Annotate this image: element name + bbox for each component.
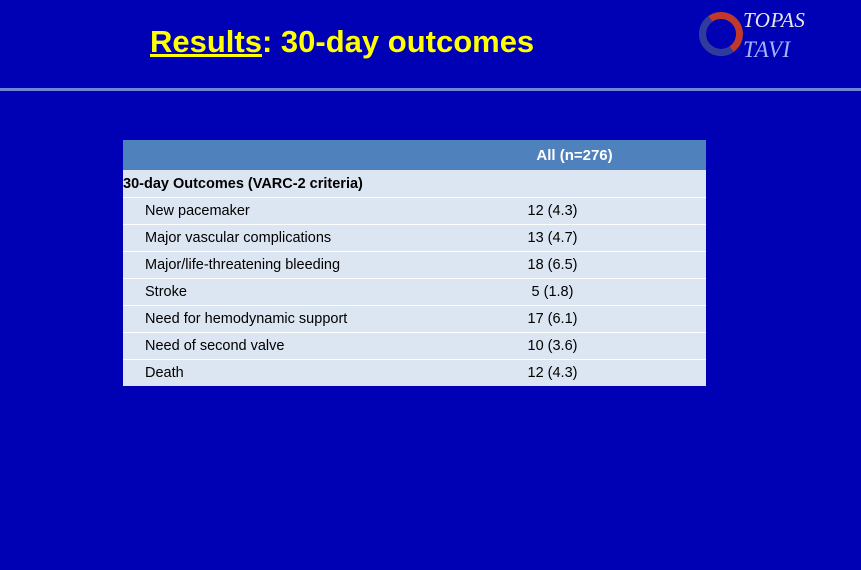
- column-header-blank: [123, 140, 443, 170]
- page-title-rest: : 30-day outcomes: [261, 24, 535, 59]
- row-value: 12 (4.3): [443, 198, 706, 225]
- row-label: Major vascular complications: [123, 225, 443, 252]
- section-header-label: 30-day Outcomes (VARC-2 criteria): [123, 170, 706, 198]
- row-label: Need for hemodynamic support: [123, 306, 443, 333]
- row-value: 17 (6.1): [443, 306, 706, 333]
- results-table: [123, 140, 706, 386]
- ring-icon: [699, 12, 743, 56]
- row-value: 12 (4.3): [443, 360, 706, 387]
- table-row: [123, 360, 706, 387]
- row-value: 5 (1.8): [443, 279, 706, 306]
- row-label: Need of second valve: [123, 333, 443, 360]
- table-row: [123, 252, 706, 279]
- results-table-container: [123, 140, 706, 386]
- row-label: Stroke: [123, 279, 443, 306]
- logo-topas-text: TOPAS: [743, 8, 806, 32]
- row-value: 10 (3.6): [443, 333, 706, 360]
- title-divider: [0, 88, 861, 91]
- row-value: 13 (4.7): [443, 225, 706, 252]
- table-section-row: [123, 170, 706, 198]
- row-value: 18 (6.5): [443, 252, 706, 279]
- table-row: [123, 279, 706, 306]
- row-label: New pacemaker: [123, 198, 443, 225]
- row-label: Death: [123, 360, 443, 387]
- title-bar: [0, 0, 861, 88]
- column-header-all: All (n=276): [443, 140, 706, 170]
- table-row: [123, 333, 706, 360]
- table-row: [123, 198, 706, 225]
- row-label: Major/life-threatening bleeding: [123, 252, 443, 279]
- table-header-row: [123, 140, 706, 170]
- page-title-prefix: Results: [150, 24, 262, 59]
- table-row: [123, 225, 706, 252]
- logo-tavi-text: TAVI: [743, 37, 791, 62]
- table-row: [123, 306, 706, 333]
- page-title: [150, 24, 534, 60]
- topas-tavi-logo: [691, 6, 841, 76]
